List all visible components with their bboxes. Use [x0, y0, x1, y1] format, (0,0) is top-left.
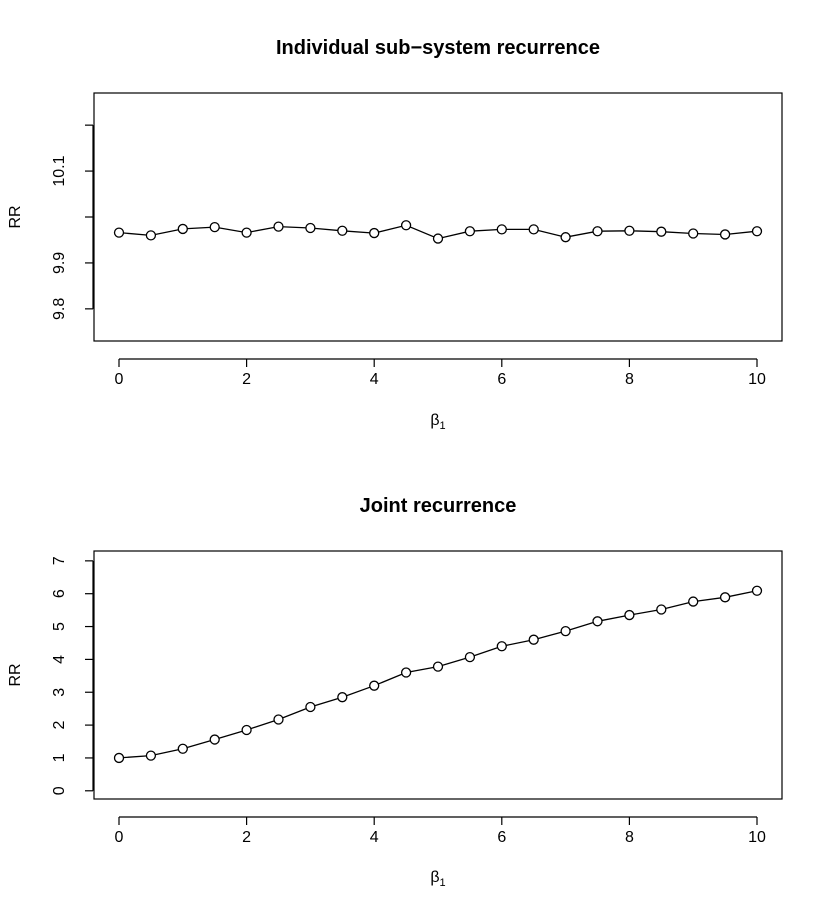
panel-individual-recurrence	[7, 37, 782, 432]
data-point	[178, 224, 187, 233]
data-point	[338, 226, 347, 235]
series-layer	[115, 221, 762, 243]
x-tick-label: 2	[242, 829, 252, 846]
y-tick-label: 4	[51, 654, 68, 664]
data-point	[753, 227, 762, 236]
data-point	[689, 597, 698, 606]
data-point	[146, 231, 155, 240]
y-tick-label: 2	[51, 720, 68, 730]
data-point	[497, 642, 506, 651]
data-point	[529, 635, 538, 644]
data-point	[497, 225, 506, 234]
data-point	[657, 227, 666, 236]
data-point	[115, 228, 124, 237]
data-point	[434, 662, 443, 671]
y-tick-label: 3	[51, 687, 68, 697]
data-point	[242, 228, 251, 237]
y-tick-label: 7	[51, 556, 68, 566]
data-point	[593, 227, 602, 236]
x-tick-label: 8	[624, 829, 634, 846]
x-tick-label: 6	[497, 371, 507, 388]
data-point	[529, 225, 538, 234]
x-tick-label: 0	[114, 371, 124, 388]
x-tick-label: 10	[748, 829, 766, 846]
y-axis	[51, 125, 93, 320]
data-point	[210, 735, 219, 744]
y-tick-label: 0	[51, 786, 68, 796]
data-point	[753, 586, 762, 595]
data-point	[657, 605, 666, 614]
y-tick-label: 6	[51, 589, 68, 599]
series-layer	[115, 586, 762, 762]
y-tick-label: 5	[51, 622, 68, 632]
x-tick-label: 0	[114, 829, 124, 846]
data-point	[146, 751, 155, 760]
y-axis-label: RR	[7, 205, 24, 229]
data-point	[338, 693, 347, 702]
data-point	[721, 230, 730, 239]
data-point	[402, 221, 411, 230]
x-axis	[115, 817, 766, 846]
y-axis	[51, 556, 93, 795]
data-point	[370, 229, 379, 238]
data-point	[402, 668, 411, 677]
x-tick-label: 8	[624, 371, 634, 388]
data-point	[625, 611, 634, 620]
y-axis-label: RR	[7, 663, 24, 687]
data-point	[625, 226, 634, 235]
data-point	[465, 653, 474, 662]
x-tick-label: 6	[497, 829, 507, 846]
data-point	[274, 715, 283, 724]
y-tick-label: 9.9	[51, 251, 68, 275]
chart-title: Joint recurrence	[359, 495, 517, 517]
data-point	[306, 703, 315, 712]
chart-title: Individual sub−system recurrence	[275, 37, 601, 59]
data-point	[274, 222, 283, 231]
x-tick-label: 2	[242, 371, 252, 388]
x-tick-label: 4	[369, 371, 379, 388]
data-point	[242, 726, 251, 735]
data-point	[465, 227, 474, 236]
data-point	[593, 617, 602, 626]
x-tick-label: 10	[748, 371, 766, 388]
plot-frame	[94, 93, 782, 341]
data-point	[370, 681, 379, 690]
series-line	[119, 591, 757, 758]
data-point	[434, 234, 443, 243]
y-tick-label: 10.1	[51, 155, 68, 187]
data-point	[561, 627, 570, 636]
x-tick-label: 4	[369, 829, 379, 846]
y-tick-label: 9.8	[51, 297, 68, 320]
data-point	[721, 593, 730, 602]
data-point	[210, 223, 219, 232]
panel-joint-recurrence	[7, 495, 782, 889]
x-axis-label: $\beta_1$	[430, 869, 446, 889]
data-point	[115, 753, 124, 762]
x-axis-label: $\beta_1$	[430, 412, 446, 432]
plot-frame	[94, 551, 782, 799]
data-point	[178, 744, 187, 753]
y-tick-label: 1	[51, 753, 68, 763]
data-point	[689, 229, 698, 238]
x-axis	[115, 359, 766, 388]
data-point	[561, 233, 570, 242]
data-point	[306, 224, 315, 233]
